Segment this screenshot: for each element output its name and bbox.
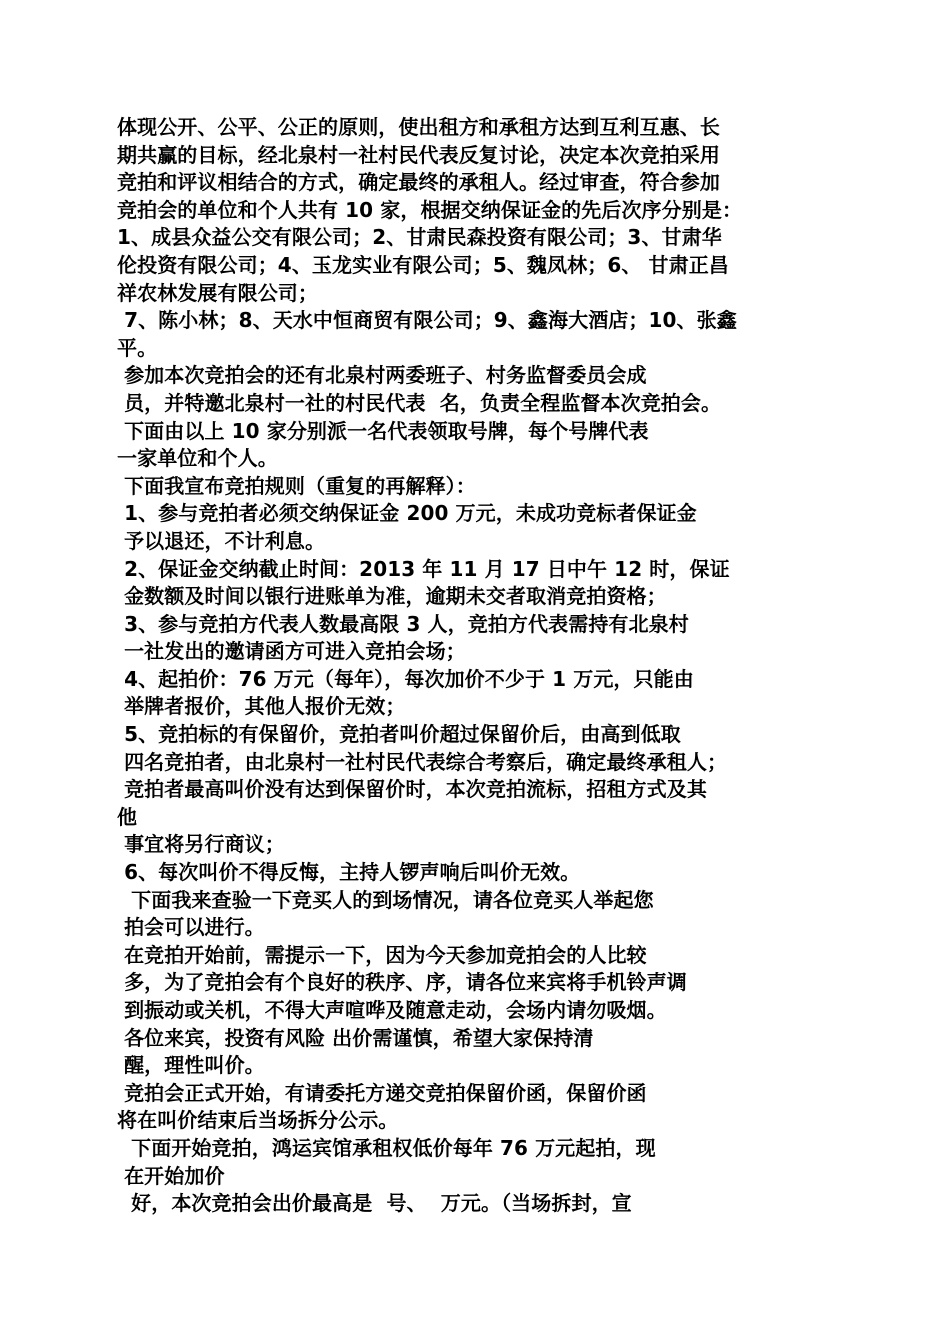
text-line: 在开始加价 [117,1163,225,1188]
text-line: 1、参与竞拍者必须交纳保证金 200 万元，未成功竞标者保证金 [117,501,697,526]
body-text [117,114,847,1218]
text-line: 一家单位和个人。 [117,446,278,471]
text-line: 体现公开、公平、公正的原则，使出租方和承租方达到互利互惠、长 [117,115,720,139]
text-line: 他 [117,804,138,829]
text-line: 下面由以上 10 家分别派一名代表领取号牌，每个号牌代表 [117,418,649,443]
text-line: 7、陈小林；8、天水中恒商贸有限公司；9、鑫海大酒店；10、张鑫 [117,308,737,333]
text-line: 拍会可以进行。 [117,915,265,940]
text-line: 事宜将另行商议； [117,832,285,857]
text-line: 1、成县众益公交有限公司；2、甘肃民森投资有限公司；3、甘肃华 [117,225,722,250]
text-line: 好，本次竞拍会出价最高是 号、 万元。（当场拆封，宣 [117,1191,632,1216]
text-line: 员，并特邀北泉村一社的村民代表 名，负责全程监督本次竞拍会。 [117,390,722,415]
text-line: 参加本次竞拍会的还有北泉村两委班子、村务监督委员会成 [117,363,647,388]
text-line: 一社发出的邀请函方可进入竞拍会场； [117,639,466,664]
text-line: 到振动或关机，不得大声喧哗及随意走动，会场内请勿吸烟。 [117,998,667,1022]
text-line: 金数额及时间以银行进账单为准，逾期未交者取消竞拍资格； [117,584,667,609]
text-line: 各位来宾，投资有风险 出价需谨慎，希望大家保持清 [117,1025,594,1050]
text-line: 予以退还，不计利息。 [117,528,326,553]
text-line: 多，为了竞拍会有个良好的秩序、序，请各位来宾将手机铃声调 [117,970,687,995]
text-line: 2、保证金交纳截止时间：2013 年 11 月 17 日中午 12 时，保证 [117,556,730,581]
text-line: 平。 [117,335,158,360]
text-line: 祥农林发展有限公司； [117,280,318,305]
text-line: 期共赢的目标，经北泉村一社村民代表反复讨论，决定本次竞拍采用 [117,142,720,167]
text-line: 伦投资有限公司；4、玉龙实业有限公司；5、魏凤林；6、 甘肃正昌 [117,252,729,277]
text-line: 醒，理性叫价。 [117,1053,265,1078]
text-line: 竞拍者最高叫价没有达到保留价时，本次竞拍流标，招租方式及其 [117,777,707,802]
text-line: 下面我来查验一下竞买人的到场情况，请各位竞买人举起您 [117,887,654,912]
text-line: 在竞拍开始前，需提示一下，因为今天参加竞拍会的人比较 [117,942,647,967]
text-line: 4、起拍价：76 万元（每年），每次加价不少于 1 万元，只能由 [117,666,694,691]
text-line: 5、竞拍标的有保留价，竞拍者叫价超过保留价后，由高到低取 [117,722,681,747]
text-line: 将在叫价结束后当场拆分公示。 [117,1108,399,1133]
text-line: 3、参与竞拍方代表人数最高限 3 人，竞拍方代表需持有北泉村 [117,611,689,636]
text-line: 举牌者报价，其他人报价无效； [117,694,406,719]
text-line: 四名竞拍者，由北泉村一社村民代表综合考察后，确定最终承租人； [117,749,728,774]
text-line: 下面开始竞拍，鸿运宾馆承租权低价每年 76 万元起拍，现 [117,1135,656,1160]
text-line: 下面我宣布竞拍规则（重复的再解释）： [117,473,476,498]
text-line: 竞拍和评议相结合的方式，确定最终的承租人。经过审查，符合参加 [117,170,720,195]
text-line: 竞拍会正式开始，有请委托方递交竞拍保留价函，保留价函 [117,1080,647,1105]
text-line: 竞拍会的单位和个人共有 10 家，根据交纳保证金的先后次序分别是： [117,197,743,222]
text-line: 6、每次叫价不得反悔，主持人锣声响后叫价无效。 [117,860,581,885]
